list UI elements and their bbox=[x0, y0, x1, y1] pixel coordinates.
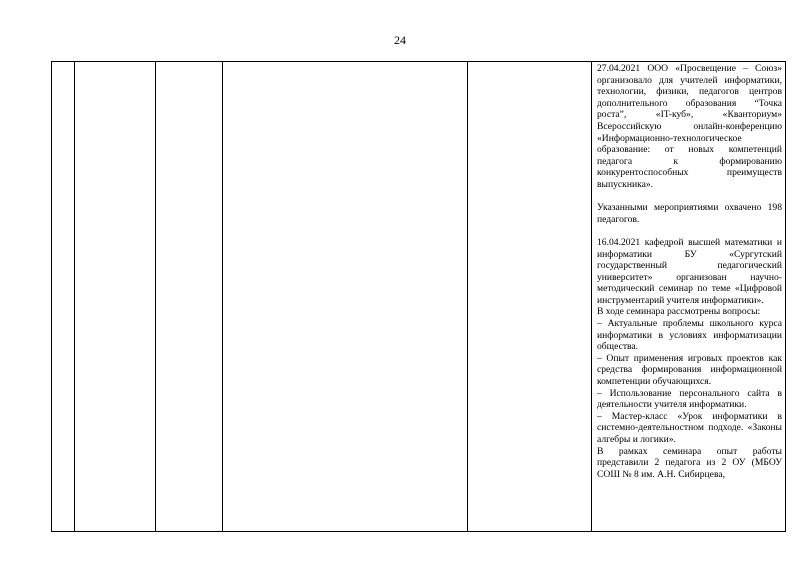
question-item-1: – Актуальные проблемы школьного курса информатики в условиях информатизации общества. bbox=[597, 318, 782, 353]
table-cell-col4 bbox=[223, 62, 468, 532]
table-cell-description bbox=[592, 62, 786, 532]
report-table bbox=[51, 61, 786, 532]
question-item-2: – Опыт применения игровых проектов как средства формирования информационной компетенции обучающихся. bbox=[597, 352, 782, 388]
question-item-3: – Использование персонального сайта в деятельности учителя информатики. bbox=[597, 387, 782, 411]
conference-paragraph: 27.04.2021 ООО «Просвещение – Союз» организовало для учителей информатики, технологии, физики, педагогов центров дополнительного образования “Точка роста”, «IT-куб», «Кванториум» Всероссийскую онлайн-конференцию «Информационно-технологическое образование: от новых компетенций педагога к формированию конкурентоспособных преимуществ выпускника». bbox=[597, 63, 782, 190]
question-item-4: – Мастер-класс «Урок информатики в системно-деятельностном подходе. «Законы алгебры и логики». bbox=[597, 410, 782, 445]
table-cell-col5 bbox=[468, 62, 592, 532]
coverage-paragraph: Указанными мероприятиями охвачено 198 педагогов. bbox=[597, 202, 782, 225]
seminar-paragraph: 16.04.2021 кафедрой высшей математики и информатики БУ «Сургутский государственный педагогический университет» организован научно-методический семинар по теме «Цифровой инструментарий учителя информатики». bbox=[597, 236, 782, 306]
table-cell-col2 bbox=[75, 62, 156, 532]
table-cell-col3 bbox=[156, 62, 223, 532]
description-text bbox=[592, 62, 785, 531]
questions-intro: В ходе семинара рассмотрены вопросы: bbox=[597, 306, 761, 318]
table-row bbox=[52, 62, 786, 532]
participants-paragraph: В рамках семинара опыт работы представили 2 педагога из 2 ОУ (МБОУ СОШ № 8 им. А.Н. Сибирцева, bbox=[597, 445, 782, 480]
table-cell-col1 bbox=[52, 62, 75, 532]
page-number: 24 bbox=[394, 33, 406, 47]
